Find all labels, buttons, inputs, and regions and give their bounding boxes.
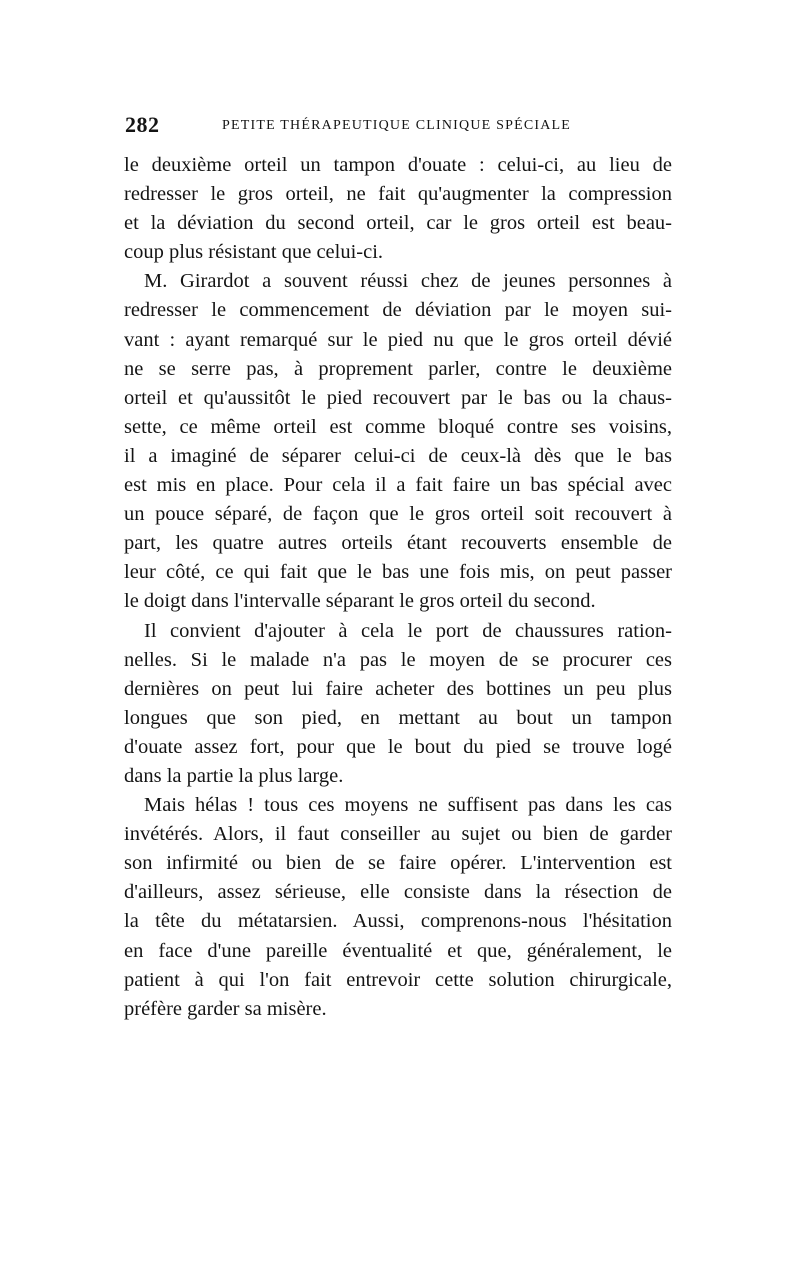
text-line: M. Girardot a souvent réussi chez de jeunes personnes à (144, 270, 672, 293)
text-line: préfère garder sa misère. (124, 997, 327, 1020)
text-line: ne se serre pas, à proprement parler, contre le deuxième (124, 357, 672, 380)
text-line: coup plus résistant que celui-ci. (124, 241, 384, 264)
text-line: invétérés. Alors, il faut conseiller au sujet ou bien de garder (124, 823, 672, 846)
page-header (125, 112, 675, 140)
text-line: d'ouate assez fort, pour que le bout du pied se trouve logé (124, 735, 672, 758)
text-line: le deuxième orteil un tampon d'ouate : celui-ci, au lieu de (124, 154, 672, 176)
text-line: Mais hélas ! tous ces moyens ne suffisent pas dans les cas (144, 794, 672, 817)
text-line: part, les quatre autres orteils étant recouverts ensemble de (124, 532, 672, 555)
page-number: 282 (125, 112, 160, 137)
text-line: et la déviation du second orteil, car le gros orteil est beau- (124, 212, 672, 235)
text-line: sette, ce même orteil est comme bloqué contre ses voisins, (124, 415, 672, 438)
text-line: il a imaginé de séparer celui-ci de ceux-là dès que le bas (124, 444, 672, 467)
text-line: nelles. Si le malade n'a pas le moyen de se procurer ces (124, 648, 672, 671)
text-line: dernières on peut lui faire acheter des bottines un peu plus (124, 677, 672, 700)
paragraph-3 (124, 617, 672, 792)
text-line: vant : ayant remarqué sur le pied nu que le gros orteil dévié (124, 328, 672, 351)
text-line: en face d'une pareille éventualité et que, généralement, le (124, 939, 672, 962)
paragraph-1 (124, 151, 672, 267)
text-line: un pouce séparé, de façon que le gros orteil soit recouvert à (124, 503, 672, 526)
text-line: patient à qui l'on fait entrevoir cette solution chirurgicale, (124, 968, 672, 991)
text-line: le doigt dans l'intervalle séparant le gros orteil du second. (124, 590, 596, 613)
text-line: dans la partie la plus large. (124, 764, 344, 787)
paragraph-2 (124, 267, 672, 616)
text-line: d'ailleurs, assez sérieuse, elle consiste dans la résection de (124, 881, 672, 904)
text-line: son infirmité ou bien de se faire opérer. L'intervention est (124, 852, 672, 875)
text-line: la tête du métatarsien. Aussi, comprenons-nous l'hésitation (124, 910, 672, 933)
text-line: leur côté, ce qui fait que le bas une fois mis, on peut passer (124, 561, 672, 584)
text-line: longues que son pied, en mettant au bout un tampon (124, 706, 672, 729)
text-line: redresser le commencement de déviation par le moyen sui- (124, 299, 672, 322)
body-text (124, 151, 672, 1024)
text-line: Il convient d'ajouter à cela le port de chaussures ration- (144, 619, 672, 642)
text-line: est mis en place. Pour cela il a fait faire un bas spécial avec (124, 474, 672, 497)
running-title: PETITE THÉRAPEUTIQUE CLINIQUE SPÉCIALE (222, 118, 572, 133)
text-line: orteil et qu'aussitôt le pied recouvert par le bas ou la chaus- (124, 386, 672, 409)
paragraph-4 (124, 791, 672, 1024)
text-line: redresser le gros orteil, ne fait qu'augmenter la compression (124, 183, 672, 206)
